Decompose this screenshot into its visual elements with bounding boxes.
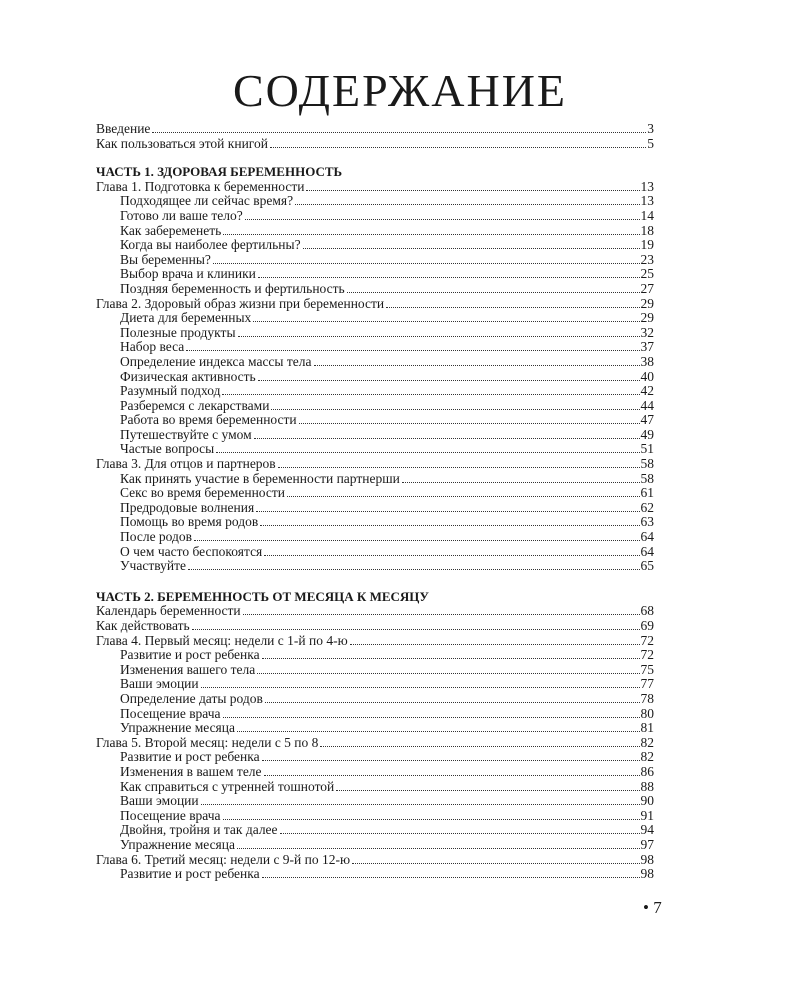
toc-page-number: 42 xyxy=(640,383,654,399)
toc-page-number: 86 xyxy=(640,763,654,779)
toc-subentry xyxy=(96,765,654,780)
toc-page-number: 81 xyxy=(640,720,654,736)
toc-page-number: 38 xyxy=(640,353,654,369)
dot-leader xyxy=(194,540,639,541)
dot-leader xyxy=(347,292,640,293)
toc-subentry xyxy=(96,282,654,297)
toc-page-number: 63 xyxy=(640,514,654,530)
dot-leader xyxy=(287,496,639,497)
toc-subentry xyxy=(96,823,654,838)
page-title: СОДЕРЖАНИЕ xyxy=(232,65,568,116)
toc-entry xyxy=(96,634,654,649)
toc-subentry xyxy=(96,530,654,545)
dot-leader xyxy=(386,307,639,308)
dot-leader xyxy=(336,790,639,791)
toc-page-number: 49 xyxy=(640,426,654,442)
dot-leader xyxy=(186,350,639,351)
toc-entry-title: Подходящее ли сейчас время? xyxy=(120,193,294,209)
toc-entry-title: Выбор врача и клиники xyxy=(120,266,256,282)
toc-page-number: 98 xyxy=(640,851,654,867)
toc-page-number: 88 xyxy=(640,778,654,794)
dot-leader xyxy=(237,731,640,732)
dot-leader xyxy=(188,569,639,570)
toc-entry-title: Календарь беременности xyxy=(96,603,241,619)
toc-subentry xyxy=(96,707,654,722)
toc-page-number: 82 xyxy=(640,734,654,750)
toc-entry-title: Поздняя беременность и фертильность xyxy=(120,280,345,296)
dot-leader xyxy=(152,132,646,133)
dot-leader xyxy=(223,819,640,820)
toc-entry-title: Введение xyxy=(96,121,151,136)
toc-page-number: 47 xyxy=(640,412,654,428)
toc-subentry xyxy=(96,663,654,678)
toc-subentry xyxy=(96,545,654,560)
dot-leader xyxy=(320,746,639,747)
toc-entry xyxy=(96,137,654,152)
dot-leader xyxy=(201,687,640,688)
toc-page-number: 19 xyxy=(640,237,654,253)
toc-page-number: 44 xyxy=(640,397,654,413)
toc-entry-title: Полезные продукты xyxy=(120,324,236,340)
toc-subentry xyxy=(96,501,654,516)
toc-entry-title: Глава 1. Подготовка к беременности xyxy=(96,178,305,194)
toc-entry-title: Вы беременны? xyxy=(120,251,211,267)
toc-page-number: 27 xyxy=(640,280,654,296)
toc-subentry xyxy=(96,442,654,457)
toc-entry-title: Ваши эмоции xyxy=(120,676,199,692)
toc-page-number: 18 xyxy=(640,222,654,238)
toc-page-number: 37 xyxy=(640,339,654,355)
dot-leader xyxy=(264,775,640,776)
toc-page-number: 72 xyxy=(640,647,654,663)
toc-entry-title: Работа во время беременности xyxy=(120,412,297,428)
toc-page-number: 51 xyxy=(640,441,654,457)
toc-entry-title: Как пользоваться этой книгой xyxy=(96,135,268,151)
toc-entry-title: Развитие и рост ребенка xyxy=(120,647,260,663)
toc-subentry xyxy=(96,559,654,574)
toc-entry-title: Секс во время беременности xyxy=(120,485,286,501)
toc-subentry xyxy=(96,677,654,692)
toc-subentry xyxy=(96,209,654,224)
toc-page-number: 64 xyxy=(640,543,654,559)
toc-entry-title: Глава 4. Первый месяц: недели с 1-й по 4-ю xyxy=(96,632,348,648)
toc-entry-title: Когда вы наиболее фертильны? xyxy=(120,237,301,253)
toc-page-number: 62 xyxy=(640,499,654,515)
toc-entry-title: Разумный подход xyxy=(120,383,221,399)
dot-leader xyxy=(258,277,640,278)
toc-subentry xyxy=(96,809,654,824)
toc-page-number: 25 xyxy=(640,266,654,282)
toc-subentry xyxy=(96,838,654,853)
dot-leader xyxy=(295,204,639,205)
toc-page-number: 29 xyxy=(640,310,654,326)
toc-page-number: 29 xyxy=(640,295,654,311)
dot-leader xyxy=(270,147,646,148)
dot-leader xyxy=(213,263,640,264)
toc-entry-title: Глава 6. Третий месяц: недели с 9-й по 12-ю xyxy=(96,851,351,867)
toc-entry-title: Как принять участие в беременности партнерши xyxy=(120,470,400,486)
dot-leader xyxy=(223,717,640,718)
toc-subentry xyxy=(96,370,654,385)
page-number: • 7 xyxy=(643,898,662,917)
toc-page-number: 97 xyxy=(640,836,654,852)
toc-subentry xyxy=(96,224,654,239)
dot-leader xyxy=(254,438,640,439)
toc-entry-title: Определение индекса массы тела xyxy=(120,353,312,369)
dot-leader xyxy=(314,365,640,366)
toc-subentry xyxy=(96,721,654,736)
toc-entry-title: Глава 5. Второй месяц: недели с 5 по 8 xyxy=(96,734,319,750)
toc-page-number: 69 xyxy=(640,618,654,633)
dot-leader xyxy=(262,877,640,878)
toc-entry-title: Ваши эмоции xyxy=(120,793,199,809)
toc-page-number: 14 xyxy=(640,207,654,223)
toc-entry-title: Определение даты родов xyxy=(120,690,263,706)
toc-page-number: 32 xyxy=(640,324,654,340)
toc-subentry xyxy=(96,238,654,253)
toc-entry-title: Двойня, тройня и так далее xyxy=(120,822,278,838)
toc-subentry xyxy=(96,472,654,487)
dot-leader xyxy=(299,423,640,424)
dot-leader xyxy=(262,658,640,659)
toc-subentry xyxy=(96,413,654,428)
toc-entry-title: Предродовые волнения xyxy=(120,499,255,515)
toc-entry xyxy=(96,457,654,472)
dot-leader xyxy=(238,336,640,337)
dot-leader xyxy=(306,190,639,191)
part-heading: ЧАСТЬ 2. БЕРЕМЕННОСТЬ ОТ МЕСЯЦА К МЕСЯЦУ xyxy=(96,588,429,604)
toc-entry-title: Помощь во время родов xyxy=(120,514,259,530)
toc-entry xyxy=(96,297,654,312)
toc-page-number: 40 xyxy=(640,368,654,384)
dot-leader xyxy=(260,525,639,526)
dot-leader xyxy=(256,511,639,512)
part-heading: ЧАСТЬ 1. ЗДОРОВАЯ БЕРЕМЕННОСТЬ xyxy=(96,164,343,180)
toc-entry-title: Физическая активность xyxy=(120,368,256,384)
toc-page-number: 75 xyxy=(640,661,654,677)
toc-subentry xyxy=(96,780,654,795)
toc-subentry xyxy=(96,253,654,268)
toc-entry-title: Как действовать xyxy=(96,618,190,633)
toc-entry-title: О чем часто беспокоятся xyxy=(120,543,263,559)
toc-page-number: 80 xyxy=(640,705,654,721)
toc-entry-title: Упражнение месяца xyxy=(120,720,235,736)
toc-entry-title: Развитие и рост ребенка xyxy=(120,866,260,882)
toc-entry-title: Набор веса xyxy=(120,339,185,355)
toc-subentry xyxy=(96,486,654,501)
dot-leader xyxy=(264,555,639,556)
toc-entry-title: Глава 2. Здоровый образ жизни при беременности xyxy=(96,295,385,311)
dot-leader xyxy=(222,394,639,395)
toc-page-number: 72 xyxy=(640,632,654,648)
toc-page-number: 98 xyxy=(640,866,654,882)
dot-leader xyxy=(243,614,640,615)
dot-leader xyxy=(223,234,639,235)
toc-entry-title: Посещение врача xyxy=(120,705,221,721)
dot-leader xyxy=(280,833,640,834)
toc-subentry xyxy=(96,194,654,209)
dot-leader xyxy=(352,863,639,864)
dot-leader xyxy=(350,644,640,645)
toc-subentry xyxy=(96,384,654,399)
toc-entry-title: После родов xyxy=(120,529,193,545)
toc-subentry xyxy=(96,311,654,326)
toc-entry xyxy=(96,853,654,868)
toc-subentry xyxy=(96,428,654,443)
dot-leader xyxy=(402,482,640,483)
toc-page-number: 58 xyxy=(640,470,654,486)
toc-page-number: 91 xyxy=(640,807,654,823)
toc-page-number: 64 xyxy=(640,529,654,545)
toc-entry xyxy=(96,180,654,195)
toc-subentry xyxy=(96,750,654,765)
dot-leader xyxy=(278,467,640,468)
toc-page-number: 77 xyxy=(640,676,654,692)
dot-leader xyxy=(253,321,639,322)
toc-entry xyxy=(96,604,654,619)
toc-page-number: 82 xyxy=(640,749,654,765)
toc-entry-title: Упражнение месяца xyxy=(120,836,235,852)
toc-entry-title: Посещение врача xyxy=(120,807,221,823)
toc-subentry xyxy=(96,355,654,370)
toc-subentry xyxy=(96,648,654,663)
toc-entry xyxy=(96,619,654,634)
dot-leader xyxy=(257,673,639,674)
toc-entry-title: Частые вопросы xyxy=(120,441,215,457)
dot-leader xyxy=(265,702,640,703)
toc-page-number: 3 xyxy=(647,121,654,136)
toc-entry-title: Как справиться с утренней тошнотой xyxy=(120,778,335,794)
toc-entry xyxy=(96,736,654,751)
toc-entry-title: Готово ли ваше тело? xyxy=(120,207,243,223)
dot-leader xyxy=(237,848,640,849)
toc-entry-title: Изменения в вашем теле xyxy=(120,763,262,779)
dot-leader xyxy=(192,629,640,630)
toc-subentry xyxy=(96,515,654,530)
dot-leader xyxy=(201,804,640,805)
table-of-contents xyxy=(96,122,654,882)
toc-page-number: 90 xyxy=(640,793,654,809)
toc-entry-title: Участвуйте xyxy=(120,558,187,574)
toc-subentry xyxy=(96,867,654,882)
toc-page-number: 61 xyxy=(640,485,654,501)
toc-entry-title: Глава 3. Для отцов и партнеров xyxy=(96,456,276,472)
toc-page-number: 68 xyxy=(640,603,654,619)
toc-entry-title: Диета для беременных xyxy=(120,310,252,326)
toc-subentry xyxy=(96,326,654,341)
toc-subentry xyxy=(96,399,654,414)
toc-subentry xyxy=(96,794,654,809)
toc-page-number: 58 xyxy=(640,456,654,472)
toc-page-number: 5 xyxy=(647,135,654,151)
toc-page-number: 13 xyxy=(640,178,654,194)
toc-entry-title: Как забеременеть xyxy=(120,222,222,238)
toc-page-number: 94 xyxy=(640,822,654,838)
dot-leader xyxy=(262,760,640,761)
toc-subentry xyxy=(96,340,654,355)
toc-subentry xyxy=(96,692,654,707)
dot-leader xyxy=(258,380,640,381)
dot-leader xyxy=(303,248,640,249)
dot-leader xyxy=(216,452,639,453)
toc-entry-title: Путешествуйте с умом xyxy=(120,426,252,442)
toc-page-number: 65 xyxy=(640,558,654,574)
toc-page-number: 13 xyxy=(640,193,654,209)
dot-leader xyxy=(245,219,640,220)
toc-page-number: 23 xyxy=(640,251,654,267)
toc-entry-title: Изменения вашего тела xyxy=(120,661,256,677)
toc-entry-title: Развитие и рост ребенка xyxy=(120,749,260,765)
dot-leader xyxy=(271,409,639,410)
toc-page-number: 78 xyxy=(640,690,654,706)
toc-subentry xyxy=(96,267,654,282)
toc-entry xyxy=(96,122,654,137)
toc-entry-title: Разберемся с лекарствами xyxy=(120,397,270,413)
